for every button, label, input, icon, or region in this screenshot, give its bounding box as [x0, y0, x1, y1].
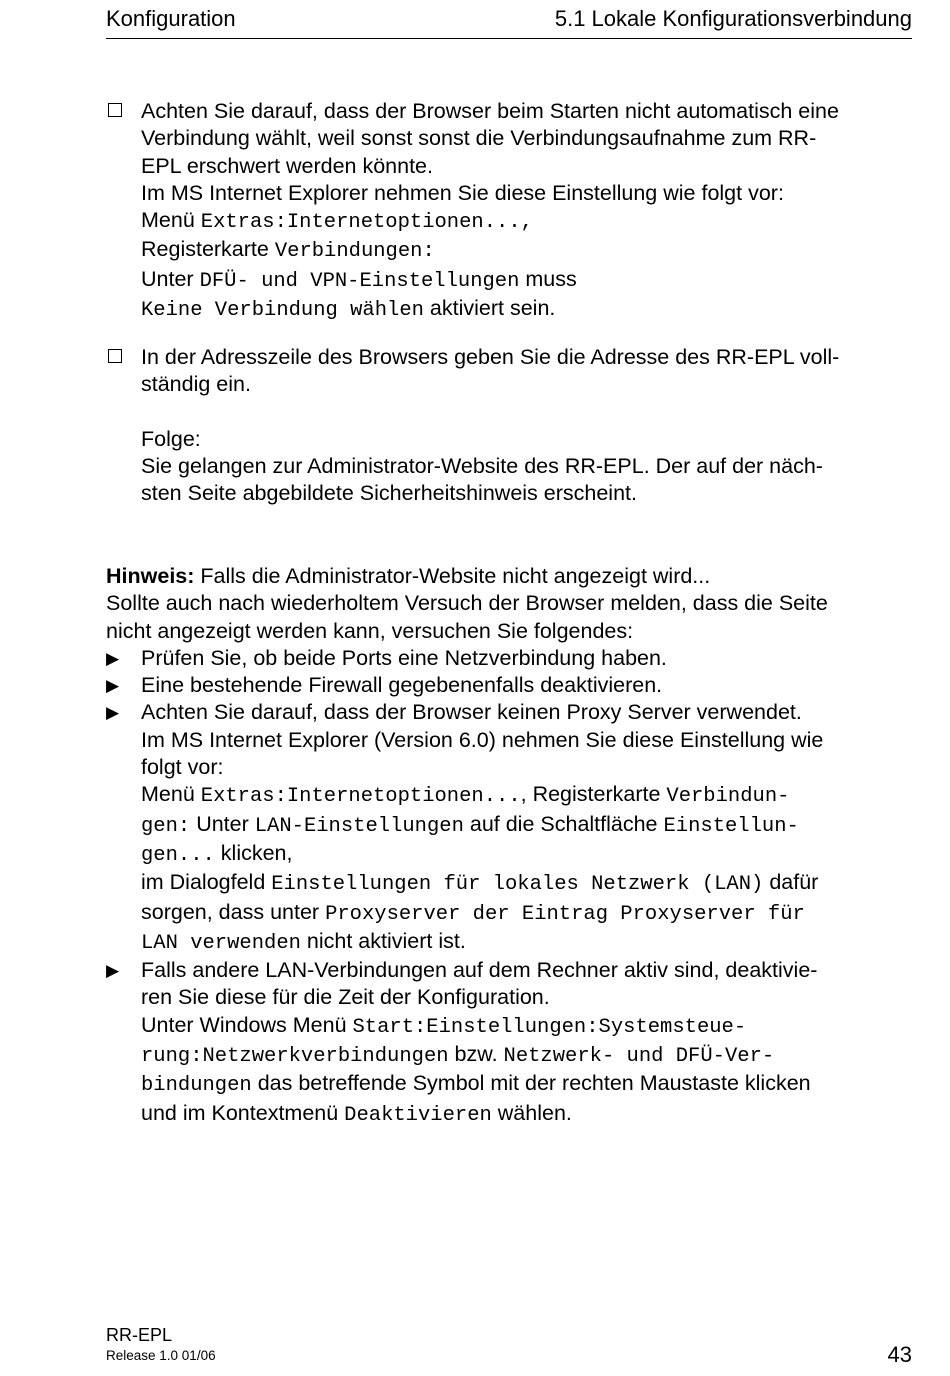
footer-product: RR-EPL: [106, 1325, 173, 1345]
setting-name: DFÜ- und VPN-Einstellungen: [199, 269, 520, 293]
list-item: ▶ Eine bestehende Firewall gegebenenfalls deaktivieren.: [106, 672, 912, 699]
checkbox-icon: [108, 103, 122, 117]
step-1-line: Verbindung wählt, weil sonst sonst die Verbindungsaufnahme zum RR-: [141, 126, 817, 151]
option-name: Keine Verbindung wählen: [141, 299, 424, 323]
bullet-arrow-icon: ▶: [106, 676, 120, 696]
step-1-line: Registerkarte Verbindungen:: [141, 237, 435, 264]
list-item: ▶ Achten Sie darauf, dass der Browser keinen Proxy Server verwendet. Im MS Internet Explorer (Version 6.0) nehmen Sie diese Einstellung wie folgt vor: Menü Extras:Internetoptionen..., Registerkarte Verbindun- gen: Unter LAN-Einstellungen auf die Schaltfläche Einstellun- gen... klicken, im Dialogfeld Einstellungen für lokales Netzwerk (LAN) dafür sorgen, dass unter Proxyserver der Eintrag Proxyserver für LAN verwenden nicht aktiviert ist.: [106, 700, 824, 955]
step-1-line: Unter DFÜ- und VPN-Einstellungen muss: [141, 266, 577, 293]
header-section: 5.1 Lokale Konfigurationsverbindung: [554, 6, 912, 31]
menu-path: Extras:Internetoptionen...,: [200, 211, 533, 235]
header-chapter: Konfiguration: [106, 6, 236, 31]
note-title: Hinweis: Falls die Administrator-Website nicht angezeigt wird...: [106, 564, 711, 588]
step-1-line: Menü Extras:Internetoptionen...,: [141, 208, 533, 235]
list-item: ▶ Prüfen Sie, ob beide Ports eine Netzverbindung haben.: [106, 645, 912, 672]
step-2: [106, 344, 912, 507]
step-2-line: ständig ein.: [141, 372, 251, 397]
result-label: Folge:: [141, 426, 201, 451]
bullet-arrow-icon: ▶: [106, 961, 120, 981]
page-number: 43: [887, 1342, 912, 1367]
note-label: Hinweis:: [106, 564, 195, 588]
list-item: ▶ Falls andere LAN-Verbindungen auf dem Rechner aktiv sind, deaktivie- ren Sie diese für die Zeit der Konfiguration. Unter Windows Menü Start:Einstellungen:Systemsteue- rung:Netzwerkverbindungen bzw. Netzwerk- und DFÜ-Ver- bindungen das betreffende Symbol mit der rechten Maustaste klicken und im Kontextmenü Deaktivieren wählen.: [106, 958, 818, 1127]
footer-release: Release 1.0 01/06: [106, 1348, 216, 1363]
note-line: nicht angezeigt werden kann, versuchen Sie folgendes:: [106, 618, 634, 643]
note-block: [106, 563, 912, 1129]
step-1: [106, 98, 912, 324]
tab-name: Verbindungen:: [274, 240, 435, 264]
bullet-arrow-icon: ▶: [106, 648, 120, 668]
step-2-line: Sie gelangen zur Administrator-Website des RR-EPL. Der auf der näch-: [141, 453, 823, 478]
header-rule: [106, 38, 912, 39]
checkbox-icon: [108, 349, 122, 363]
step-1-line: Im MS Internet Explorer nehmen Sie diese Einstellung wie folgt vor:: [141, 180, 784, 205]
step-2-line: sten Seite abgebildete Sicherheitshinweis erscheint.: [141, 481, 637, 506]
step-1-line: EPL erschwert werden könnte.: [141, 153, 433, 178]
note-line: Sollte auch nach wiederholtem Versuch der Browser melden, dass die Seite: [106, 591, 828, 616]
step-1-line: Keine Verbindung wählen aktiviert sein.: [141, 296, 556, 323]
step-1-line: Achten Sie darauf, dass der Browser beim Starten nicht automatisch eine: [141, 99, 839, 123]
step-2-line: In der Adresszeile des Browsers geben Sie die Adresse des RR-EPL voll-: [141, 345, 840, 369]
bullet-arrow-icon: ▶: [106, 703, 120, 723]
